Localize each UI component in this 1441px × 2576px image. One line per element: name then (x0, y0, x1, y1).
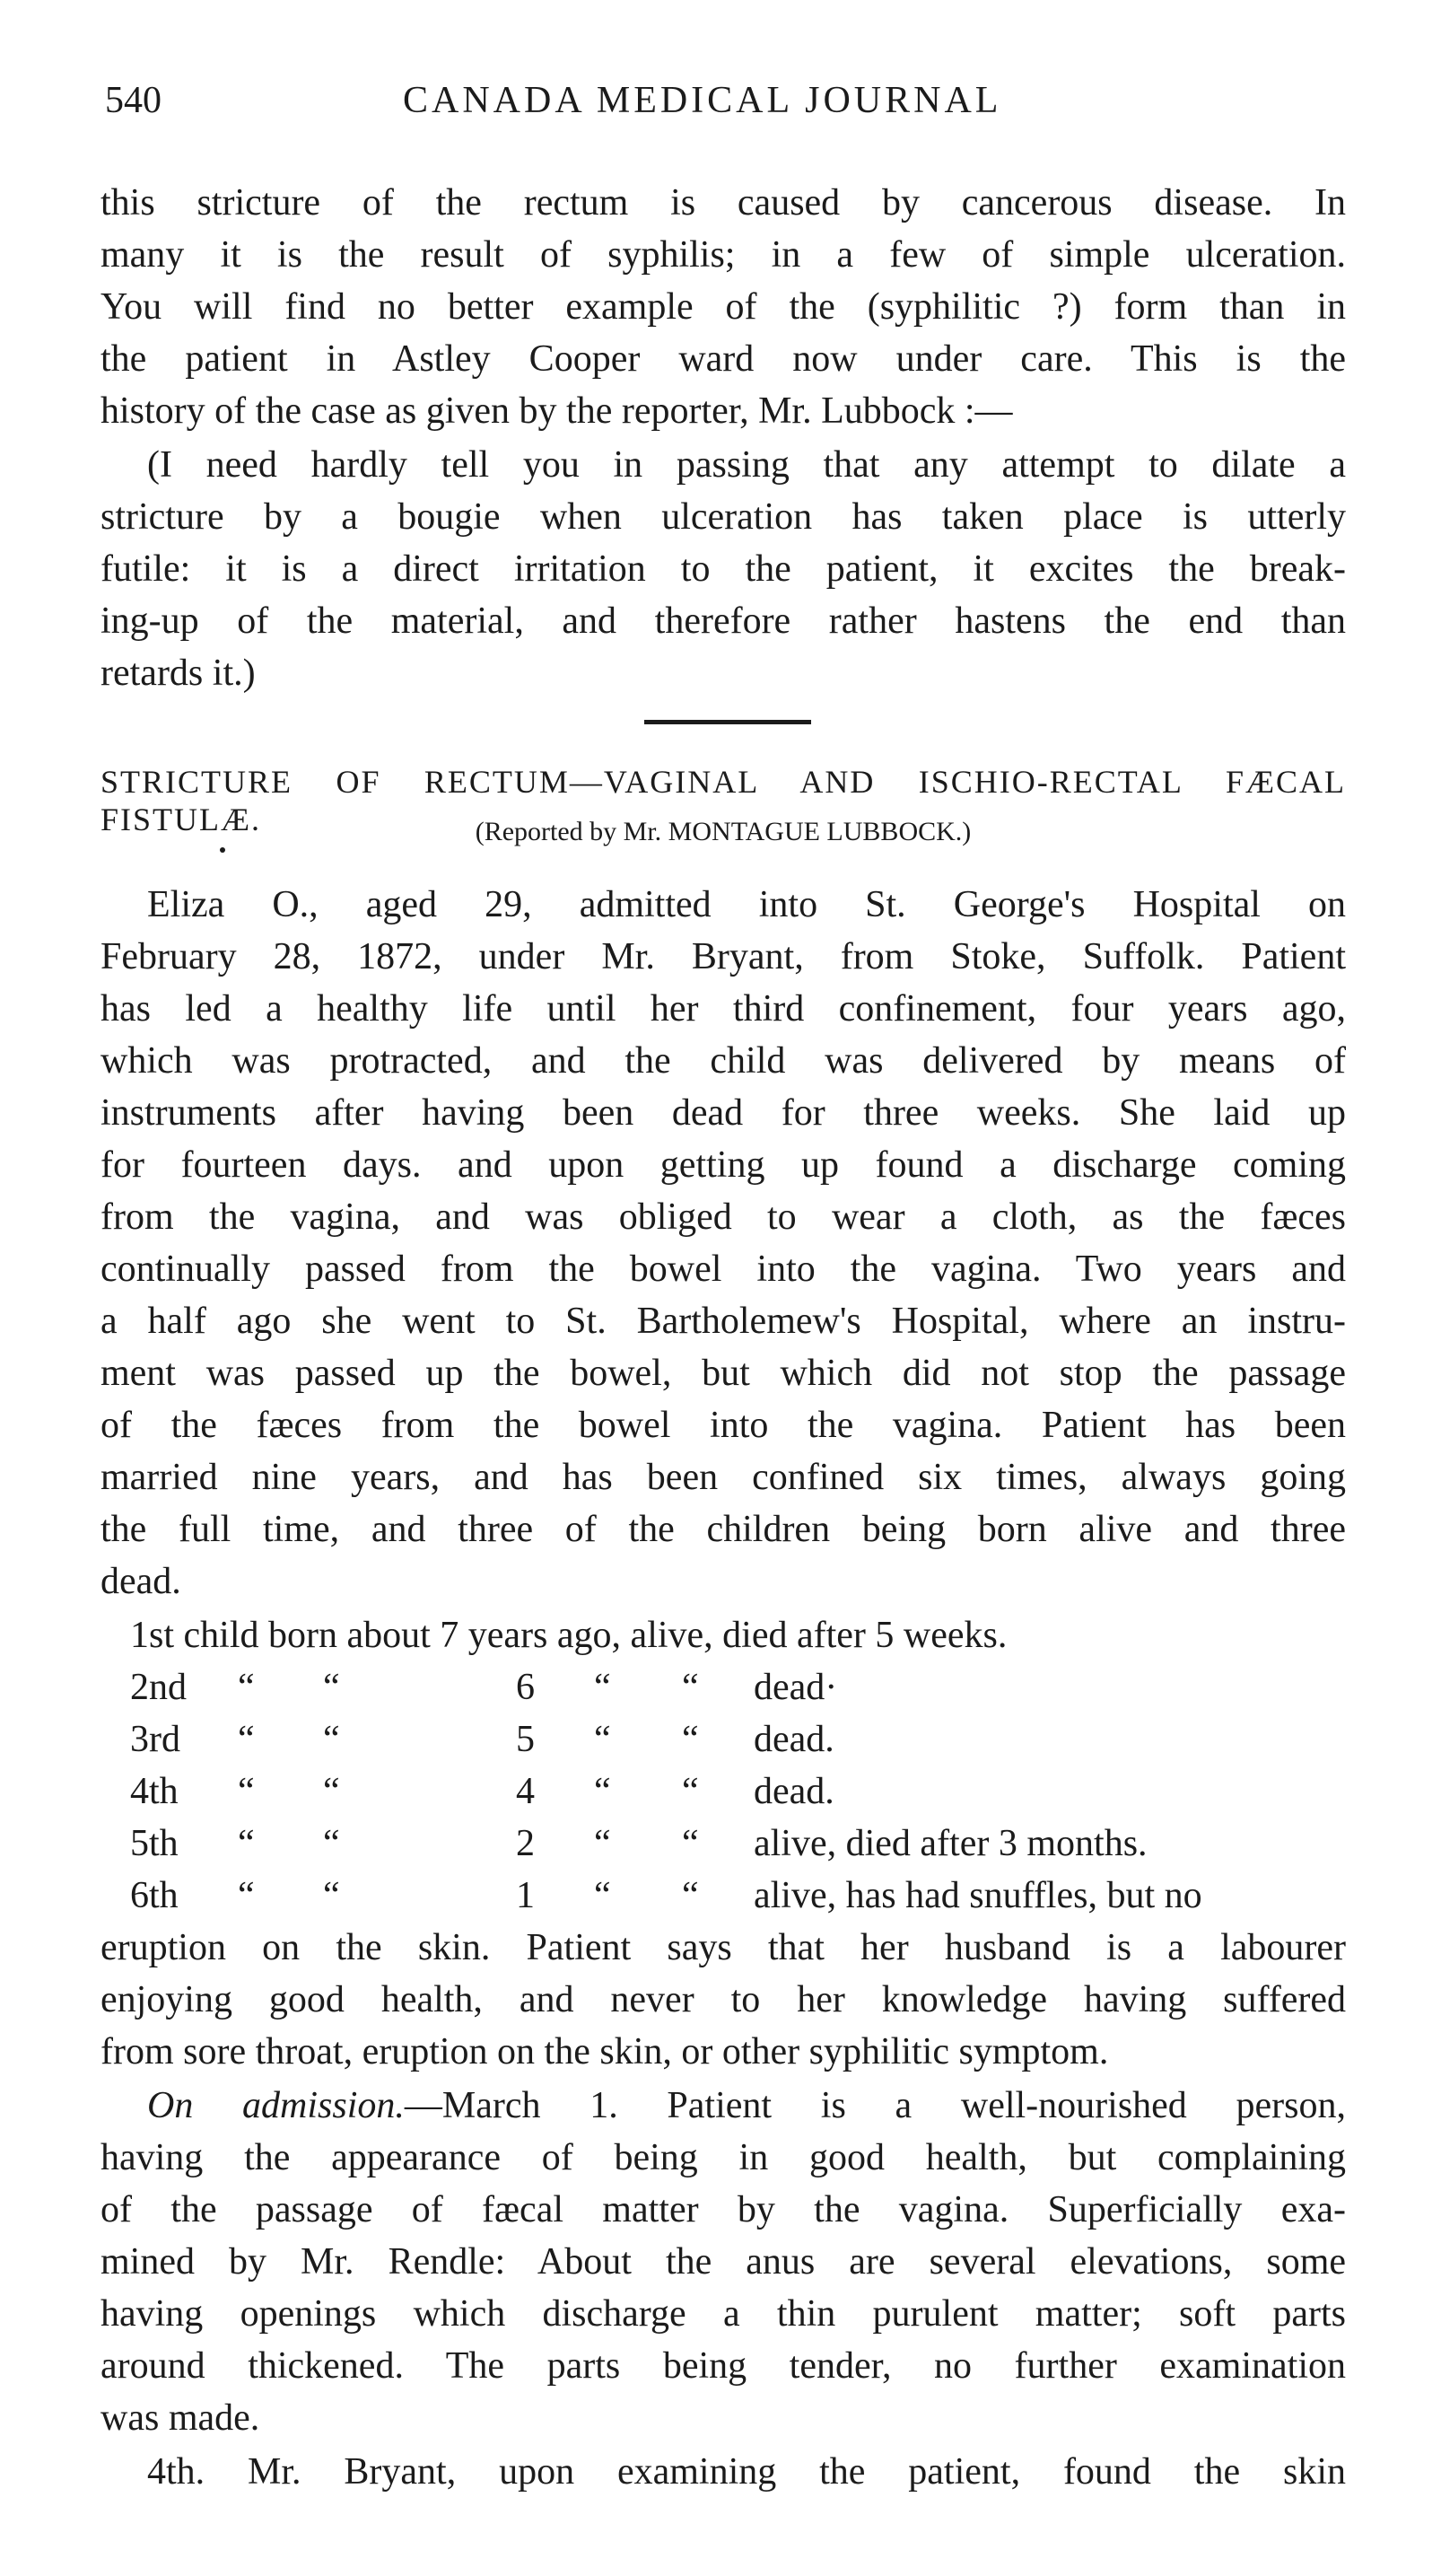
child-outcome: alive, has had snuffles, but no (754, 1875, 1202, 1916)
child-ordinal: 5th (130, 1823, 179, 1864)
ditto-mark: “ (323, 1823, 340, 1864)
years-value: 2 (516, 1823, 535, 1864)
text-line: of the fæces from the bowel into the vagina. Patient has been (100, 1405, 1346, 1446)
ditto-mark: “ (238, 1823, 255, 1864)
text-line: ing-up of the material, and therefore rather hastens the end than (100, 600, 1346, 642)
ditto-mark: “ (594, 1719, 611, 1760)
admission-first-text: —March 1. Patient is a well-nourished person, (404, 2085, 1346, 2126)
text-line: of the passage of fæcal matter by the vagina. Superficially exa- (100, 2189, 1346, 2230)
child-ordinal: 2nd (130, 1667, 187, 1708)
ditto-mark: “ (323, 1719, 340, 1760)
child-outcome: dead. (754, 1719, 834, 1760)
ditto-mark: “ (238, 1771, 255, 1812)
text-line: the patient in Astley Cooper ward now under care. This is the (100, 338, 1346, 380)
journal-title: CANADA MEDICAL JOURNAL (403, 80, 1002, 121)
text-line: from sore throat, eruption on the skin, or other syphilitic symptom. (100, 2031, 1109, 2072)
ditto-mark: “ (323, 1667, 340, 1708)
text-line: 4th. Mr. Bryant, upon examining the patient, found the skin (147, 2451, 1346, 2493)
child-ordinal: 3rd (130, 1719, 180, 1760)
text-line: history of the case as given by the reporter, Mr. Lubbock :— (100, 390, 1013, 432)
admission-label: On admission. (147, 2085, 405, 2126)
text-line: ment was passed up the bowel, but which did not stop the passage (100, 1353, 1346, 1394)
text-line: a half ago she went to St. Bartholemew's Hospital, where an instru- (100, 1301, 1346, 1342)
text-line: was made. (100, 2397, 260, 2439)
child-ordinal: 6th (130, 1875, 179, 1916)
text-line: around thickened. The parts being tender, no further examination (100, 2345, 1346, 2387)
text-line: the full time, and three of the children being born alive and three (100, 1509, 1346, 1550)
text-line: February 28, 1872, under Mr. Bryant, from Stoke, Suffolk. Patient (100, 936, 1346, 977)
running-header (105, 79, 1361, 133)
stray-mark (220, 847, 225, 853)
years-value: 6 (516, 1667, 535, 1708)
section-heading: STRICTURE OF RECTUM—VAGINAL AND ISCHIO-RECTAL FÆCAL FISTULÆ. (100, 764, 1346, 837)
children-row (0, 1820, 1441, 1867)
ditto-mark: “ (682, 1875, 699, 1916)
text-line: instruments after having been dead for three weeks. She laid up (100, 1092, 1346, 1134)
text-line: having the appearance of being in good health, but complaining (100, 2137, 1346, 2178)
children-row (0, 1716, 1441, 1763)
text-line: married nine years, and has been confined six times, always going (100, 1457, 1346, 1498)
ditto-mark: “ (594, 1823, 611, 1864)
child-outcome: dead. (754, 1771, 834, 1812)
reporter-credit: (Reported by Mr. MONTAGUE LUBBOCK.) (475, 817, 972, 846)
text-line: this stricture of the rectum is caused by cancerous disease. In (100, 182, 1346, 223)
ditto-mark: “ (323, 1875, 340, 1916)
child-ordinal: 4th (130, 1771, 179, 1812)
ditto-mark: “ (682, 1719, 699, 1760)
ditto-mark: “ (238, 1667, 255, 1708)
page-number: 540 (105, 80, 162, 121)
years-value: 1 (516, 1875, 535, 1916)
text-line: dead. (100, 1561, 181, 1602)
child-outcome: alive, died after 3 months. (754, 1823, 1148, 1864)
text-line: many it is the result of syphilis; in a few of simple ulceration. (100, 234, 1346, 276)
ditto-mark: “ (594, 1667, 611, 1708)
text-line: having openings which discharge a thin purulent matter; soft parts (100, 2293, 1346, 2335)
text-line: eruption on the skin. Patient says that her husband is a labourer (100, 1927, 1346, 1968)
text-line: continually passed from the bowel into the vagina. Two years and (100, 1249, 1346, 1290)
children-row (0, 1664, 1441, 1711)
text-line: retards it.) (100, 653, 256, 694)
ditto-mark: “ (323, 1771, 340, 1812)
ditto-mark: “ (682, 1667, 699, 1708)
text-line: (I need hardly tell you in passing that any attempt to dilate a (147, 444, 1346, 486)
children-first-line: 1st child born about 7 years ago, alive, died after 5 weeks. (130, 1615, 1008, 1656)
ditto-mark: “ (682, 1771, 699, 1812)
section-divider (644, 720, 811, 724)
text-line: for fourteen days. and upon getting up found a discharge coming (100, 1144, 1346, 1186)
text-line: stricture by a bougie when ulceration has taken place is utterly (100, 496, 1346, 538)
ditto-mark: “ (682, 1823, 699, 1864)
text-line: which was protracted, and the child was delivered by means of (100, 1040, 1346, 1082)
text-line: has led a healthy life until her third confinement, four years ago, (100, 988, 1346, 1030)
ditto-mark: “ (238, 1719, 255, 1760)
ditto-mark: “ (238, 1875, 255, 1916)
children-row (0, 1768, 1441, 1815)
text-line: Eliza O., aged 29, admitted into St. George's Hospital on (147, 884, 1346, 925)
years-value: 4 (516, 1771, 535, 1812)
text-line: You will find no better example of the (syphilitic ?) form than in (100, 286, 1346, 328)
children-row (0, 1872, 1441, 1919)
ditto-mark: “ (594, 1771, 611, 1812)
child-outcome: dead· (754, 1667, 838, 1708)
text-line: from the vagina, and was obliged to wear a cloth, as the fæces (100, 1196, 1346, 1238)
text-line: futile: it is a direct irritation to the patient, it excites the break- (100, 548, 1346, 590)
text-line: mined by Mr. Rendle: About the anus are several elevations, some (100, 2241, 1346, 2282)
admission-first-line (100, 2082, 1346, 2129)
text-line: enjoying good health, and never to her knowledge having suffered (100, 1979, 1346, 2020)
ditto-mark: “ (594, 1875, 611, 1916)
years-value: 5 (516, 1719, 535, 1760)
